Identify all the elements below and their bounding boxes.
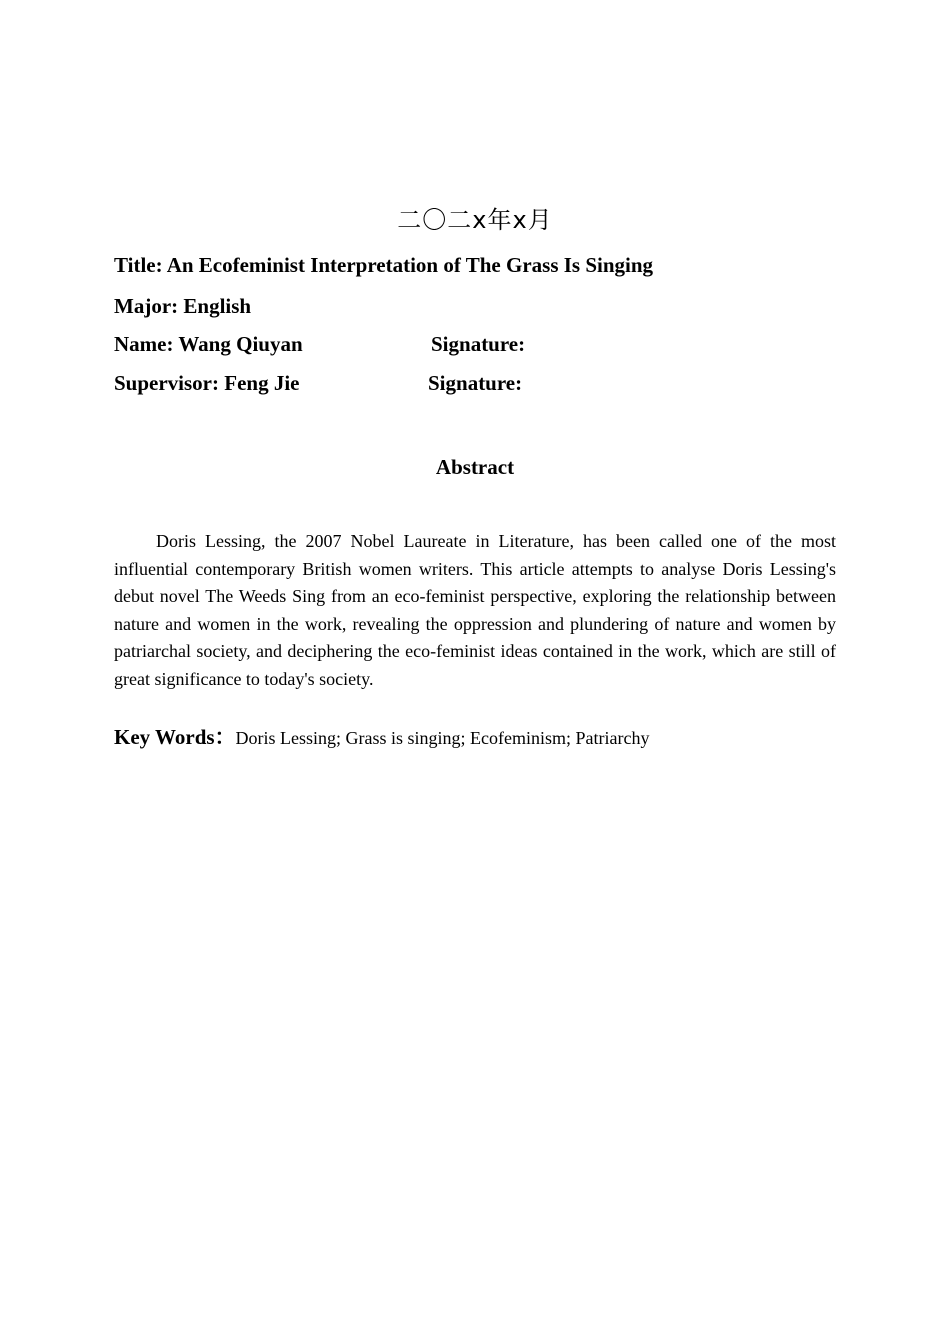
thesis-title-line: Title: An Ecofeminist Interpretation of The Grass Is Singing bbox=[114, 253, 654, 277]
student-signature-label: Signature: bbox=[431, 332, 526, 356]
keywords-list: Doris Lessing; Grass is singing; Ecofeminism; Patriarchy bbox=[235, 728, 650, 748]
supervisor-line bbox=[114, 370, 814, 396]
major-line: Major: English bbox=[114, 294, 252, 318]
supervisor-signature-label: Signature: bbox=[428, 371, 523, 395]
student-name-label: Name: Wang Qiuyan bbox=[114, 332, 303, 356]
keywords-label: Key Words bbox=[114, 725, 215, 749]
abstract-body: Doris Lessing, the 2007 Nobel Laureate in Literature, has been called one of the most influential contemporary British women writers. This article attempts to analyse Doris Lessing's debut novel The Weeds Sing from an eco-feminist perspective, exploring the relationship between nature and women in the work, revealing the oppression and plundering of nature and women by patriarchal society, and deciphering the eco-feminist ideas contained in the work, which are still of great significance to today's society. bbox=[114, 531, 836, 689]
date-line: 二〇二x年x月 bbox=[397, 206, 553, 234]
supervisor-name-label: Supervisor: Feng Jie bbox=[114, 371, 300, 395]
abstract-heading: Abstract bbox=[435, 455, 515, 479]
keywords-line bbox=[114, 722, 836, 755]
student-name-line bbox=[114, 331, 814, 357]
keywords-separator: ： bbox=[214, 725, 236, 749]
